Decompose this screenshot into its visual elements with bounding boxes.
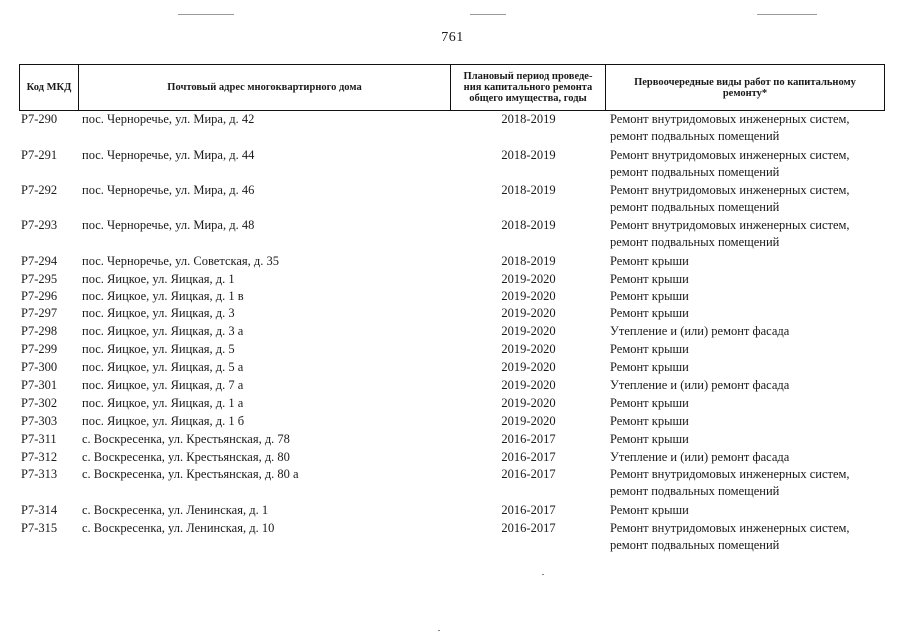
cell-period: 2019-2020	[501, 378, 556, 392]
scan-speck	[438, 630, 440, 631]
cell-works	[610, 147, 890, 181]
header-code: Код МКД	[20, 65, 79, 110]
header-works	[606, 65, 884, 110]
cell-address: пос. Черноречье, ул. Мира, д. 48	[82, 218, 255, 232]
cell-address: с. Воскресенка, ул. Ленинская, д. 1	[82, 503, 269, 517]
cell-works	[610, 449, 890, 466]
cell-code: Р7-292	[21, 183, 58, 197]
scan-artifact	[757, 14, 817, 15]
header-period-line: ния капитального ремонта	[463, 82, 593, 93]
cell-works	[610, 111, 890, 145]
cell-period: 2019-2020	[501, 272, 556, 286]
cell-works	[610, 182, 890, 216]
cell-works-line: ремонт подвальных помещений	[610, 484, 780, 498]
header-works-line: Первоочередные виды работ по капитальному	[634, 76, 856, 88]
cell-works-line: Ремонт крыши	[610, 414, 689, 428]
cell-period: 2018-2019	[501, 112, 556, 126]
cell-address: пос. Яицкое, ул. Яицкая, д. 5 а	[82, 360, 244, 374]
page-number: 761	[441, 30, 464, 45]
cell-code: Р7-311	[21, 432, 57, 446]
cell-works	[610, 217, 890, 251]
cell-period: 2016-2017	[501, 467, 556, 481]
cell-period: 2019-2020	[501, 396, 556, 410]
cell-period: 2018-2019	[501, 218, 556, 232]
cell-address: пос. Яицкое, ул. Яицкая, д. 3	[82, 306, 235, 320]
cell-code: Р7-314	[21, 503, 58, 517]
cell-works-line: Ремонт крыши	[610, 503, 689, 517]
cell-period: 2018-2019	[501, 148, 556, 162]
cell-period: 2019-2020	[501, 414, 556, 428]
cell-works-line: Ремонт внутридомовых инженерных систем,	[610, 521, 850, 535]
cell-works-line: Ремонт внутридомовых инженерных систем,	[610, 148, 850, 162]
cell-period: 2018-2019	[501, 254, 556, 268]
cell-code: Р7-315	[21, 521, 58, 535]
cell-address: пос. Яицкое, ул. Яицкая, д. 1 б	[82, 414, 245, 428]
cell-code: Р7-303	[21, 414, 58, 428]
cell-works	[610, 377, 890, 394]
cell-code: Р7-300	[21, 360, 58, 374]
cell-works-line: ремонт подвальных помещений	[610, 165, 780, 179]
cell-address: пос. Яицкое, ул. Яицкая, д. 3 а	[82, 324, 244, 338]
cell-works-line: Ремонт крыши	[610, 306, 689, 320]
cell-code: Р7-291	[21, 148, 58, 162]
cell-works-line: ремонт подвальных помещений	[610, 538, 780, 552]
cell-works	[610, 359, 890, 376]
cell-period: 2019-2020	[501, 342, 556, 356]
cell-works	[610, 323, 890, 340]
header-period-line: Плановый период проведе-	[463, 71, 593, 82]
cell-works	[610, 395, 890, 412]
cell-address: пос. Яицкое, ул. Яицкая, д. 1	[82, 272, 235, 286]
cell-works-line: Ремонт крыши	[610, 360, 689, 374]
cell-address: пос. Яицкое, ул. Яицкая, д. 7 а	[82, 378, 244, 392]
cell-code: Р7-299	[21, 342, 58, 356]
cell-period: 2018-2019	[501, 183, 556, 197]
cell-works-line: ремонт подвальных помещений	[610, 129, 780, 143]
cell-period: 2016-2017	[501, 503, 556, 517]
cell-period: 2019-2020	[501, 289, 556, 303]
cell-address: пос. Яицкое, ул. Яицкая, д. 1 а	[82, 396, 244, 410]
cell-code: Р7-312	[21, 450, 58, 464]
cell-code: Р7-302	[21, 396, 58, 410]
cell-works	[610, 271, 890, 288]
cell-works	[610, 305, 890, 322]
cell-address: пос. Черноречье, ул. Мира, д. 44	[82, 148, 255, 162]
cell-works-line: Ремонт крыши	[610, 272, 689, 286]
cell-works-line: Ремонт крыши	[610, 289, 689, 303]
cell-works-line: Ремонт внутридомовых инженерных систем,	[610, 183, 850, 197]
header-works-line: ремонту*	[722, 87, 768, 99]
cell-period: 2016-2017	[501, 432, 556, 446]
cell-works-line: Ремонт внутридомовых инженерных систем,	[610, 467, 850, 481]
header-period	[451, 65, 606, 110]
cell-works	[610, 502, 890, 519]
cell-period: 2019-2020	[501, 306, 556, 320]
cell-code: Р7-297	[21, 306, 58, 320]
cell-address: с. Воскресенка, ул. Крестьянская, д. 80 а	[82, 467, 299, 481]
cell-works-line: Ремонт внутридомовых инженерных систем,	[610, 218, 850, 232]
cell-works-line: Утепление и (или) ремонт фасада	[610, 378, 790, 392]
cell-works	[610, 341, 890, 358]
cell-address: с. Воскресенка, ул. Ленинская, д. 10	[82, 521, 275, 535]
cell-works	[610, 413, 890, 430]
cell-address: пос. Черноречье, ул. Советская, д. 35	[82, 254, 280, 268]
cell-code: Р7-293	[21, 218, 58, 232]
cell-code: Р7-298	[21, 324, 58, 338]
scan-artifact	[470, 14, 506, 15]
cell-works	[610, 288, 890, 305]
scan-artifact	[178, 14, 234, 15]
cell-address: с. Воскресенка, ул. Крестьянская, д. 80	[82, 450, 290, 464]
cell-period: 2016-2017	[501, 450, 556, 464]
header-period-line: общего имущества, годы	[469, 93, 587, 104]
table-header	[19, 64, 885, 111]
cell-code: Р7-301	[21, 378, 58, 392]
cell-works-line: Ремонт крыши	[610, 432, 689, 446]
cell-period: 2019-2020	[501, 324, 556, 338]
header-address: Почтовый адрес многоквартирного дома	[79, 65, 451, 110]
cell-code: Р7-295	[21, 272, 58, 286]
cell-works-line: Ремонт крыши	[610, 342, 689, 356]
cell-works-line: ремонт подвальных помещений	[610, 235, 780, 249]
cell-works-line: Ремонт крыши	[610, 396, 689, 410]
cell-code: Р7-294	[21, 254, 58, 268]
cell-works-line: Утепление и (или) ремонт фасада	[610, 324, 790, 338]
cell-period: 2019-2020	[501, 360, 556, 374]
cell-works-line: Утепление и (или) ремонт фасада	[610, 450, 790, 464]
cell-works	[610, 466, 890, 500]
scan-speck	[542, 574, 544, 575]
cell-works-line: Ремонт крыши	[610, 254, 689, 268]
cell-code: Р7-313	[21, 467, 58, 481]
cell-works	[610, 520, 890, 554]
cell-address: пос. Черноречье, ул. Мира, д. 42	[82, 112, 255, 126]
cell-works	[610, 431, 890, 448]
cell-works-line: ремонт подвальных помещений	[610, 200, 780, 214]
cell-works-line: Ремонт внутридомовых инженерных систем,	[610, 112, 850, 126]
cell-address: с. Воскресенка, ул. Крестьянская, д. 78	[82, 432, 290, 446]
cell-period: 2016-2017	[501, 521, 556, 535]
cell-address: пос. Яицкое, ул. Яицкая, д. 5	[82, 342, 235, 356]
cell-address: пос. Яицкое, ул. Яицкая, д. 1 в	[82, 289, 244, 303]
cell-works	[610, 253, 890, 270]
cell-code: Р7-290	[21, 112, 58, 126]
cell-code: Р7-296	[21, 289, 58, 303]
cell-address: пос. Черноречье, ул. Мира, д. 46	[82, 183, 255, 197]
